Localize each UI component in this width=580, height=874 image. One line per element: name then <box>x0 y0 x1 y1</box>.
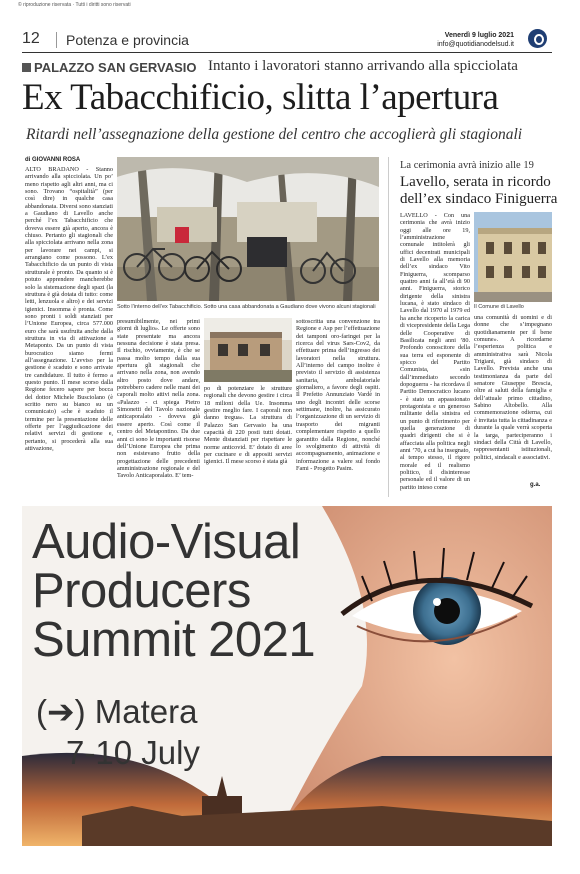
section-title: Potenza e provincia <box>66 32 189 48</box>
copyright-notice: © riproduzione riservata · Tutti i diritti sono riservati <box>18 2 131 8</box>
article-byline: di GIOVANNI ROSA <box>25 157 81 163</box>
lavello-town-hall-photo <box>474 212 552 302</box>
article-column-2: presumibilmente, nei primi giorni di luglio». Le offerte sono state presentate ma ancora nessuna decisione è stata presa. Il rischio, ovviamente, è che se passa molto tempo dalla sua apertura gli stagionali che arrivano nella zona, non avendo altro posto dove andare, potrebbero cadere nelle mani dei caporali molto attivi nella zona. «Palazzo - ci spiega Pietro Simonetti del Tavolo nazionale anticaporalato - doveva già essere aperto. Così come il centro del Metapontino. Da due anni ci sono le importanti risorse dell’Unione Europea che prima non esistevano frutto della progettazione delle precedenti amministrazione regionale e del Tavolo Anticaporalato. E’ tem- <box>117 318 200 480</box>
photo-caption: Sotto l’interno dell’ex Tabacchificio. Sotto una casa abbandonata a Gaudiano dove vivono alcuni stagionali <box>117 304 376 310</box>
sidebar-signature: g.a. <box>530 482 541 488</box>
ad-location: (➔) Matera <box>36 693 198 730</box>
header-divider <box>56 32 57 48</box>
ad-headline-line-3: Summit 2021 <box>32 613 316 667</box>
article-title: Ex Tabacchificio, slitta l’apertura <box>22 77 499 118</box>
article-subkicker: Intanto i lavoratori stanno arrivando alla spicciolata <box>208 58 518 74</box>
sidebar-title <box>400 174 557 208</box>
article-column-4: sottoscritta una convenzione tra Regione e Asp per l’effettuazione dei tamponi oro-faringei per la ricerca del virus Sars-Cov2, da effettuare prima dell’ingresso dei lavoratori nella struttura. All’interno del campo inoltre è previsto il servizio di assistenza sanitaria, ambulatoriale giornaliero, a favore degli ospiti. Il Prefetto Annunziato Vardè in uno degli incontri delle scorse settimane, inoltre, ha assicurato l’organizzazione di un servizio di trasporto dei migranti complementare rispetto a quello garantito dalla Regione, nonché lo svolgimento di attività di accompagnamento, animazione e informazione a valere sul fondo Fami - Progetto Pasim. <box>296 318 380 472</box>
article-column-1: ALTO BRADANO - Stanno arrivando alla spicciolata. Un po’ meno rispetto agli altri anni, ma ci sono. Trovano “ospitalità” (per così dire) in qualche casa abbandonata. Diversi sono stanziati a Gaudiano di Lavello anche perché l’ex Tabacchificio che doveva essere già aperto, ancora è chiuso. Pertanto gli stagionali che alla spicciolata arrivano nella zona per lavorare nei campi, si arrangiano come possono. L’ex Tabacchificio da un punto di vista strutturale è pronto. Da quanto si è potuto apprendere mancherebbe solo la sistemazione degli spazi (la struttura è già dotata di tutto: come letti, lenzuola e altro) e dei servizi igienici. Insomma è pronta. Come sono pronti i soldi stanziati per l’Unione Europea, circa 577.000 euro che sarà usufruita anche dalla struttura in via di attivazione a Metaponto. Da un punto di vista burocratico siamo fermi all’assegnazione. L’avviso per la gestione è scaduto e sono arrivate tre candidature. Il tutto è fermo a questo punto. Il mese scorso dalla Regione fecero sapere per bocca del dottor Michele Busciolano (è scritto nero su bianco su un comunicato) «che è scaduto il termine per la presentazione delle offerte per l’aggiudicazione dei relativi servizi di gestione e, pertanto, si procederà alla sua attivazione, <box>25 166 113 453</box>
article-deck: Ritardi nell’assegnazione della gestione del centro che accoglierà gli stagionali <box>26 126 523 143</box>
sidebar-column-2: una comunità di uomini e di donne che s’impegnano quotidianamente per il bene comune». A ricordarne l’esperienza politica e amministrativa sarà Nicola Trigiani, già sindaco di Lavello. Prevista anche una testimonianza da parte del senatore Giuseppe Brescia, oltre ai saluti della famiglia e dell’attuale primo cittadino, Sabino Altobello. Alla commemorazione odierna, cui è invitata tutta la cittadinanza e durante la quale verrà scoperta la targa, parteciperanno i sindaci della Città di Lavello, rappresentanti istituzionali, politici, sindacali e associativi. <box>474 314 552 461</box>
ad-headline <box>32 515 316 667</box>
contact-email: info@quotidianodelsud.it <box>437 41 514 48</box>
tabacchificio-photo <box>117 157 379 301</box>
dateline <box>437 31 514 49</box>
kicker-square-icon <box>22 63 31 72</box>
summit-advertisement <box>22 506 552 846</box>
article-column-3: po di potenziare le strutture regionali che devono gestire i circa 18 milioni della Ue. Insomma gestire meglio fare. I caporali non danno tregua». La struttura di Palazzo San Gervasio ha una capacità di 220 posti tutti dotati. Mente distanziati per rispettare le norme anticovid. E’ dotato di aree per cucinare e di appositi servizi igienici. Il mese scorso è stata già <box>204 385 292 466</box>
sidebar-column-1: LAVELLO - Con una cerimonia che avrà inizio oggi alle ore 19, l’amministrazione comunale intitolerà gli uffici decentrati municipali di Lavello alla memoria dell’ex sindaco Vito Finiguerra, scomparso quattro anni fa all’età di 90 anni. Finiguerra, storico dirigente della sinistra lucana, è stato sindaco di Lavello dal 1970 al 1979 ed ha anche ricoperto la carica di vicepresidente della Lega delle Cooperative di Basilicata negli anni ’80. Profondo conoscitore della sua terra ed esponente di spicco del Partito Comunista, «sin dall’immediato secondo dopoguerra - ha ricordava il Partito Democratico lucano - è stato un appassionato protagonista e un generoso militante della sinistra ed un punto di riferimento per quella generazione di quadri dirigenti che si è affacciata alla politica negli anni ’70, a cui ha insegnato, al tempo stesso, il rigore morale ed il realismo politico, il disinteresse personale ed il valore di un partito inteso come <box>400 212 470 491</box>
sidebar-title-line-2: dell’ex sindaco Finiguerra <box>400 191 558 207</box>
abandoned-house-photo <box>204 318 292 382</box>
ad-headline-line-2: Producers <box>32 564 251 618</box>
page-number: 12 <box>22 30 40 47</box>
sidebar-title-line-1: Lavello, serata in ricordo <box>400 174 551 190</box>
newspaper-logo-icon <box>528 29 547 48</box>
sidebar-kicker: La cerimonia avrà inizio alle 19 <box>400 160 534 171</box>
header-rule <box>22 52 552 53</box>
issue-date: Venerdì 9 luglio 2021 <box>444 32 514 39</box>
article-kicker: PALAZZO SAN GERVASIO <box>34 60 197 75</box>
sidebar-photo-caption: Il Comune di Lavello <box>474 304 524 310</box>
ad-dates: 7-10 July <box>66 734 200 771</box>
ad-headline-line-1: Audio-Visual <box>32 515 301 569</box>
